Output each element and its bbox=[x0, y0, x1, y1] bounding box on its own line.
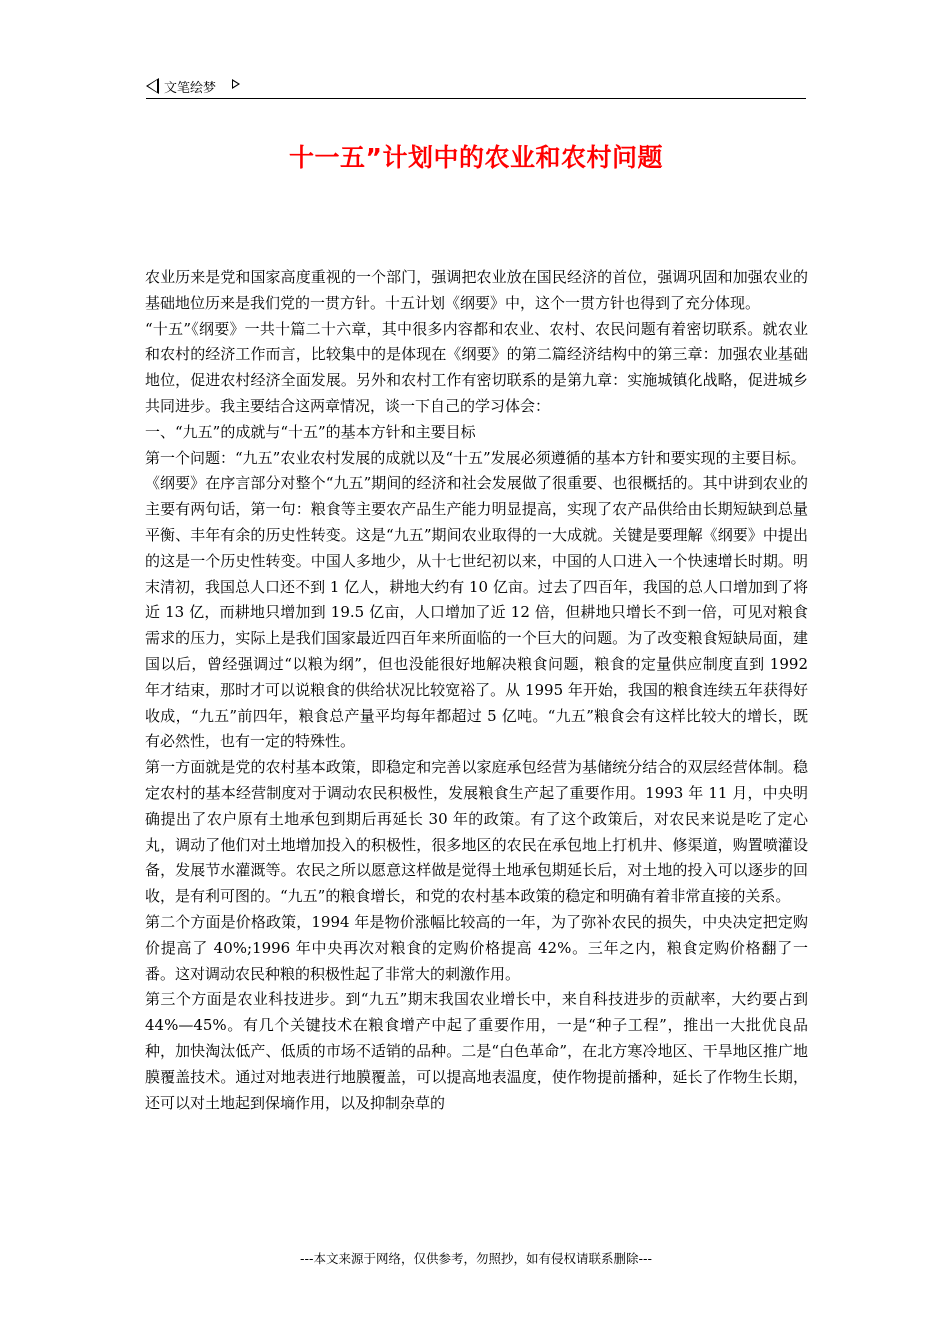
document-body bbox=[145, 265, 808, 1116]
triangle-right-icon bbox=[232, 79, 240, 89]
paragraph: 农业历来是党和国家高度重视的一个部门，强调把农业放在国民经济的首位，强调巩固和加强农业的基础地位历来是我们党的一贯方针。十五计划《纲要》中，这个一贯方针也得到了充分体现。 bbox=[145, 268, 808, 312]
paragraph: 第三个方面是农业科技进步。到“九五”期末我国农业增长中，来自科技进步的贡献率，大约要占到 44%—45%。有几个关键技术在粮食增产中起了重要作用，一是“种子工程”，推出一大批优良品种，加快淘汰低产、低质的市场不适销的品种。二是“白色革命”，在北方寒冷地区、干旱地区推广地膜覆盖技术。通过对地表进行地膜覆盖，可以提高地表温度，使作物提前播种，延长了作物生长期，还可以对土地起到保墒作用，以及抑制杂草的 bbox=[145, 990, 808, 1112]
section-heading: 一、“九五”的成就与“十五”的基本方针和主要目标 bbox=[145, 422, 476, 441]
paragraph: 第一方面就是党的农村基本政策，即稳定和完善以家庭承包经营为基储统分结合的双层经营体制。稳定农村的基本经营制度对于调动农民积极性，发展粮食生产起了重要作用。1993 年 11 月，中央明确提出了农户原有土地承包到期后再延长 30 年的政策。有了这个政策后，对农民来说是吃了定心丸，调动了他们对土地增加投入的积极性，很多地区的农民在承包地上打机井、修渠道，购置喷灌设备，发展节水灌溉等。农民之所以愿意这样做是觉得土地承包期延长后，对土地的投入可以逐步的回收，是有利可图的。“九五”的粮食增长，和党的农村基本政策的稳定和明确有着非常直接的关系。 bbox=[145, 758, 808, 906]
paragraph: “十五”《纲要》一共十篇二十六章，其中很多内容都和农业、农村、农民问题有着密切联系。就农业和农村的经济工作而言，比较集中的是体现在《纲要》的第二篇经济结构中的第三章：加强农业基础地位，促进农村经济全面发展。另外和农村工作有密切联系的是第九章：实施城镇化战略，促进城乡共同进步。我主要结合这两章情况，谈一下自己的学习体会： bbox=[145, 319, 808, 415]
header-brand: 文笔绘梦 bbox=[164, 81, 217, 96]
paragraph: 《纲要》在序言部分对整个“九五”期间的经济和社会发展做了很重要、也很概括的。其中讲到农业的主要有两句话，第一句：粮食等主要农产品生产能力明显提高，实现了农产品供给由长期短缺到总量平衡、丰年有余的历史性转变。这是“九五”期间农业取得的一大成就。关键是要理解《纲要》中提出的这是一个历史性转变。中国人多地少，从十七世纪初以来，中国的人口进入一个快速增长时期。明末清初，我国总人口还不到 1 亿人，耕地大约有 10 亿亩。过去了四百年，我国的总人口增加到了将近 13 亿，而耕地只增加到 19.5 亿亩，人口增加了近 12 倍，但耕地只增长不到一倍，可见对粮食需求的压力，实际上是我们国家最近四百年来所面临的一个巨大的问题。为了改变粮食短缺局面，建国以后，曾经强调过“以粮为纲”，但也没能很好地解决粮食问题，粮食的定量供应制度直到 1992 年才结束，那时才可以说粮食的供给状况比较宽裕了。从 1995 年开始，我国的粮食连续五年获得好收成，“九五”前四年，粮食总产量平均每年都超过 5 亿吨。“九五”粮食会有这样比较大的增长，既有必然性，也有一定的特殊性。 bbox=[145, 474, 808, 751]
paragraph: 第一个问题：“九五”农业农村发展的成就以及“十五”发展必须遵循的基本方针和要实现的主要目标。 bbox=[145, 448, 806, 467]
triangle-left-icon bbox=[146, 78, 159, 94]
page-footer-notice: ---本文来源于网络，仅供参考，勿照抄，如有侵权请联系删除--- bbox=[299, 1251, 653, 1266]
document-title: 十一五”计划中的农业和农村问题 bbox=[289, 143, 663, 172]
paragraph: 第二个方面是价格政策，1994 年是物价涨幅比较高的一年，为了弥补农民的损失，中央决定把定购价提高了 40%;1996 年中央再次对粮食的定购价格提高 42%。三年之内，粮食定购价格翻了一番。这对调动农民种粮的积极性起了非常大的刺激作用。 bbox=[145, 912, 808, 983]
page-header bbox=[146, 74, 806, 99]
